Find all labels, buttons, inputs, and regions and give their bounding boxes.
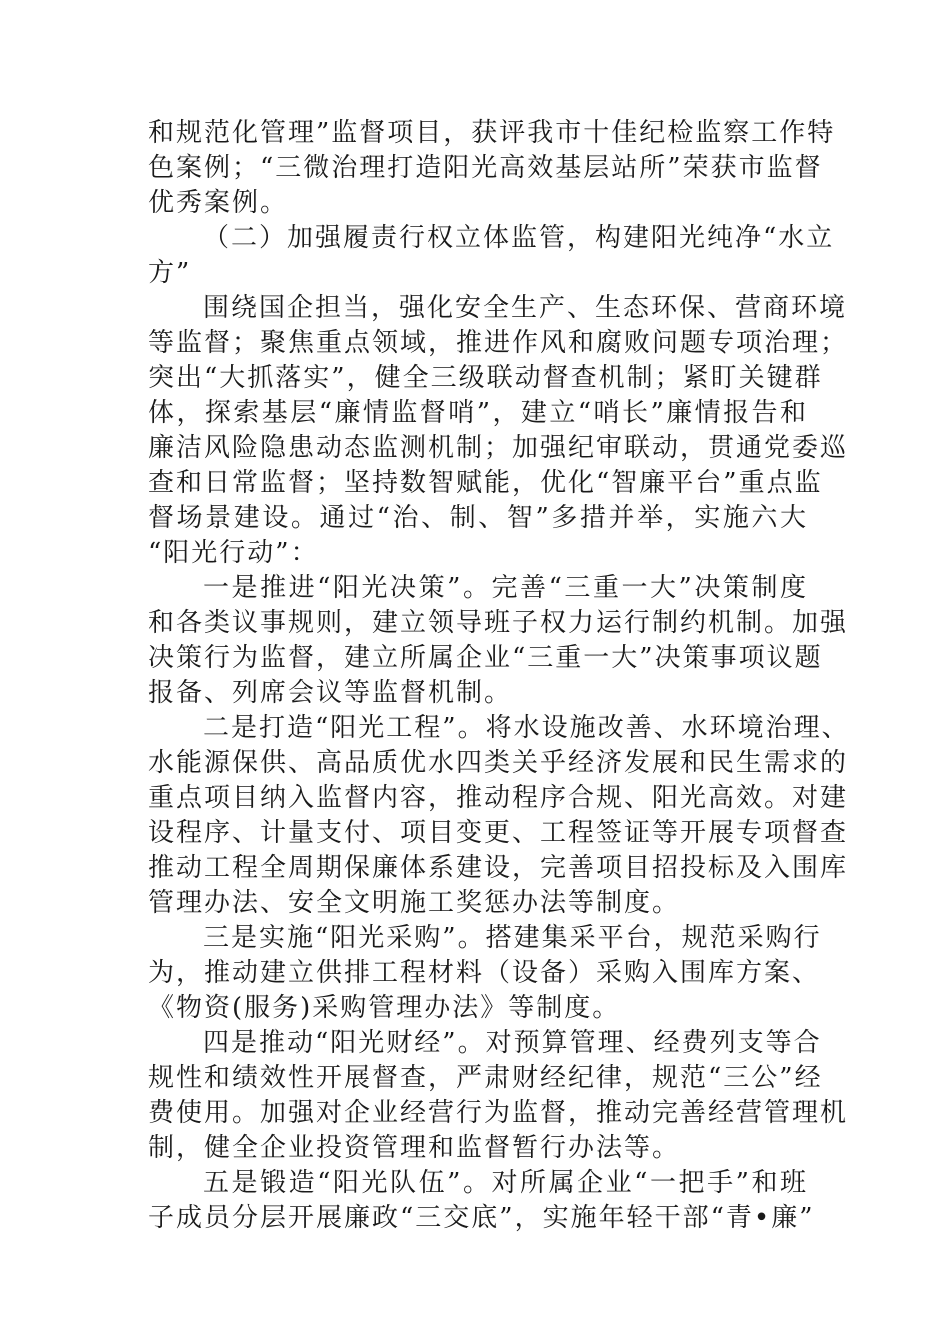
text-line: 廉洁风险隐患动态监测机制；加强纪审联动，贯通党委巡: [148, 433, 849, 463]
text-line: 三是实施“阳光采购”。搭建集采平台，规范采购行: [203, 923, 822, 953]
text-line: 查和日常监督；坚持数智赋能，优化“智廉平台”重点监: [148, 468, 823, 498]
text-line: 为，推动建立供排工程材料（设备）采购入围库方案、: [148, 958, 821, 988]
paragraph: [148, 116, 836, 221]
text-line: 二是打造“阳光工程”。将水设施改善、水环境治理、: [203, 713, 850, 743]
paragraph: [148, 1026, 849, 1166]
text-line: “阳光行动”：: [148, 538, 319, 568]
section-heading: [148, 221, 835, 291]
text-line: 重点项目纳入监督内容，推动程序合规、阳光高效。对建: [148, 783, 849, 813]
text-line: 一是推进“阳光决策”。完善“三重一大”决策制度: [203, 573, 808, 603]
text-line: 方”: [148, 258, 192, 288]
text-line: 和各类议事规则，建立领导班子权力运行制约机制。加强: [148, 608, 849, 638]
text-line: 优秀案例。: [148, 188, 289, 218]
text-line: 等监督；聚焦重点领域，推进作风和腐败问题专项治理；: [148, 328, 849, 358]
paragraph: [148, 1166, 815, 1236]
text-line: 色案例；“三微治理打造阳光高效基层站所”荣获市监督: [148, 153, 823, 183]
paragraph: [148, 711, 850, 921]
paragraph: [148, 921, 822, 1026]
paragraph: [148, 571, 849, 711]
text-line: 水能源保供、高品质优水四类关乎经济发展和民生需求的: [148, 748, 849, 778]
text-line: 费使用。加强对企业经营行为监督，推动完善经营管理机: [148, 1098, 849, 1128]
text-line: 设程序、计量支付、项目变更、工程签证等开展专项督查: [148, 818, 849, 848]
text-line: 突出“大抓落实”，健全三级联动督查机制；紧盯关键群: [148, 363, 823, 393]
text-line: 体，探索基层“廉情监督哨”，建立“哨长”廉情报告和: [148, 398, 808, 428]
text-line: 管理办法、安全文明施工奖惩办法等制度。: [148, 888, 681, 918]
text-line: 制，健全企业投资管理和监督暂行办法等。: [148, 1133, 681, 1163]
text-line: 督场景建设。通过“治、制、智”多措并举，实施六大: [148, 503, 808, 533]
paragraph: [148, 291, 849, 571]
text-line: 决策行为监督，建立所属企业“三重一大”决策事项议题: [148, 643, 823, 673]
text-line: 规性和绩效性开展督查，严肃财经纪律，规范“三公”经: [148, 1063, 823, 1093]
text-line: 报备、列席会议等监督机制。: [148, 678, 513, 708]
text-line: 《物资(服务)采购管理办法》等制度。: [148, 993, 621, 1023]
text-line: 围绕国企担当，强化安全生产、生态环保、营商环境: [203, 293, 848, 323]
text-line: （二）加强履责行权立体监管，构建阳光纯净“水立: [203, 223, 835, 253]
document-body: [148, 116, 850, 1236]
text-line: 推动工程全周期保廉体系建设，完善项目招投标及入围库: [148, 853, 849, 883]
text-line: 和规范化管理”监督项目，获评我市十佳纪检监察工作特: [148, 118, 836, 148]
text-line: 五是锻造“阳光队伍”。对所属企业“一把手”和班: [203, 1168, 808, 1198]
text-line: 四是推动“阳光财经”。对预算管理、经费列支等合: [203, 1028, 822, 1058]
text-line: 子成员分层开展廉政“三交底”，实施年轻干部“青•廉”: [148, 1203, 815, 1233]
